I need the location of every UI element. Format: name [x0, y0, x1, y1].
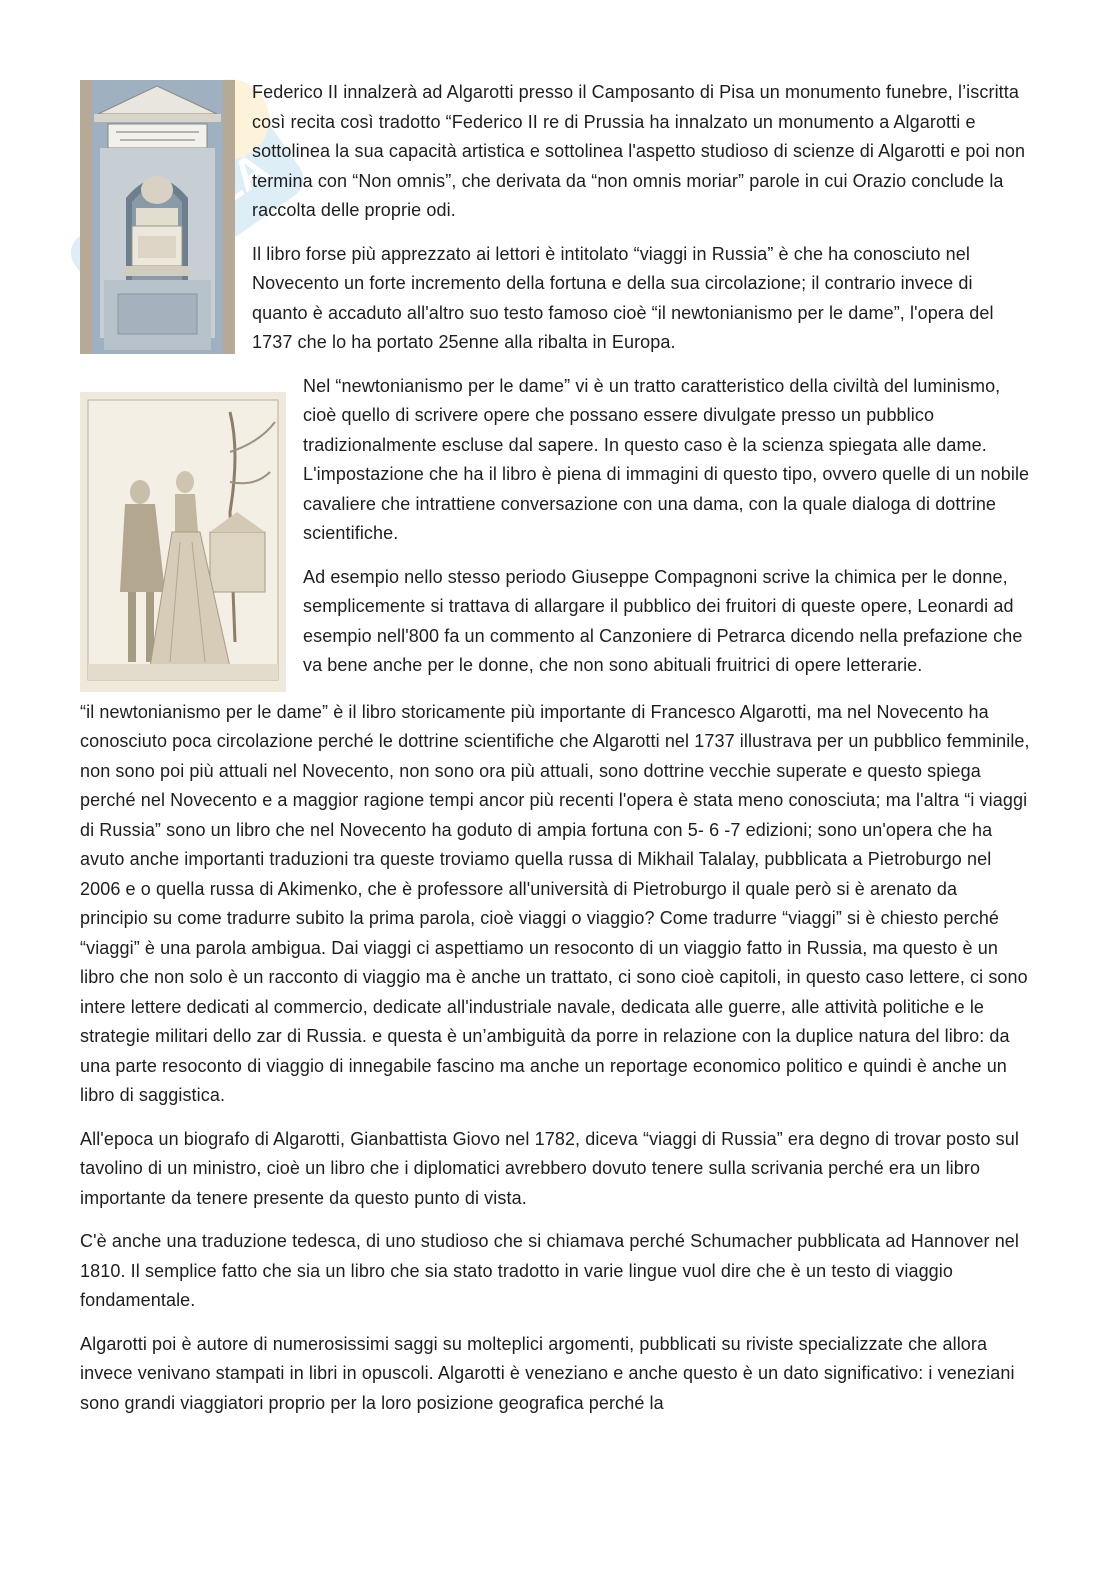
paragraph-6: All'epoca un biografo di Algarotti, Gianbattista Giovo nel 1782, diceva “viaggi di Russia” era degno di trovar posto sul tavolino di un ministro, cioè un libro che i diplomatici avrebbero dovuto tenere sulla scrivania perché era un libro importante da tenere presente da questo punto di vista. [80, 1128, 1019, 1208]
monument-image [80, 80, 235, 354]
paragraph-2: Il libro forse più apprezzato ai lettori è intitolato “viaggi in Russia” è che ha conosciuto nel Novecento un forte incremento della fortuna e della sua circolazione; il contrario invece di quanto è accaduto all'altro suo testo famoso cioè “il newtonianismo per le dame”, l'opera del 1737 che lo ha portato 25enne alla ribalta in Europa. [252, 243, 994, 352]
paragraph-8: Algarotti poi è autore di numerosissimi saggi su molteplici argomenti, pubblicati su riviste specializzate che allora invece venivano stampati in libri in opuscoli. Algarotti è veneziano e anche questo è un dato significativo: i veneziani sono grandi viaggiatori proprio per la loro posizione geografica perché la [80, 1333, 1015, 1413]
paragraph-4: Ad esempio nello stesso periodo Giuseppe Compagnoni scrive la chimica per le donne, semplicemente si trattava di allargare il pubblico dei fruitori di queste opere, Leonardi ad esempio nell'800 fa un commento al Canzoniere di Petrarca dicendo nella prefazione che va bene anche per le donne, che non sono abituali fruitrici di opere letterarie. [303, 566, 1023, 675]
document-page [80, 78, 1030, 1432]
paragraph-1: Federico II innalzerà ad Algarotti presso il Camposanto di Pisa un monumento funebre, l’iscritta così recita così tradotto “Federico II re di Prussia ha innalzato un monumento a Algarotti e sottolinea la sua capacità artistica e sottolinea l'aspetto studioso di scienze di Algarotti e poi non termina con “Non omnis”, che derivata da “non omnis moriar” parole in cui Orazio conclude la raccolta delle proprie odi. [252, 82, 1026, 220]
engraving-image [80, 392, 286, 692]
paragraph-7: C'è anche una traduzione tedesca, di uno studioso che si chiamava perché Schumacher pubblicata ad Hannover nel 1810. Il semplice fatto che sia un libro che sia stato tradotto in varie lingue vuol dire che è un testo di viaggio fondamentale. [80, 1231, 1020, 1310]
paragraph-5: “il newtonianismo per le dame” è il libro storicamente più importante di Francesco Algarotti, ma nel Novecento ha conosciuto poca circolazione perché le dottrine scientifiche che Algarotti nel 1737 illustrava per un pubblico femminile, non sono poi più attuali nel Novecento, non sono ora più attuali, sono dottrine vecchie superate e questo spiega perché nel Novecento e a maggior ragione tempi ancor più recenti l'opera è stata meno conosciuta; ma l'altra “i viaggi di Russia” sono un libro che nel Novecento ha goduto di ampia fortuna con 5- 6 -7 edizioni; sono un'opera che ha avuto anche importanti traduzioni tra queste troviamo quella russa di Mikhail Talalay, pubblicata a Pietroburgo nel 2006 e o quella russa di Akimenko, che è professore all'università di Pietroburgo il quale però si è arenato da principio su come tradurre subito la prima parola, cioè viaggi o viaggio? Come tradurre “viaggi” si è chiesto perché “viaggi” è una parola ambigua. Dai viaggi ci aspettiamo un resoconto di un viaggio fatto in Russia, ma questo è un libro che non solo è un racconto di viaggio ma è anche un trattato, ci sono cioè capitoli, in questo caso lettere, ci sono intere lettere dedicati al commercio, dedicate all'industriale navale, dedicata alle guerre, alle attività politiche e le strategie militari dello zar di Russia. e questa è un’ambiguità da porre in relazione con la duplice natura del libro: da una parte resoconto di viaggio di innegabile fascino ma anche un reportage economico politico e quindi è anche un libro di saggistica. [80, 701, 1030, 1105]
paragraph-3: Nel “newtonianismo per le dame” vi è un tratto caratteristico della civiltà del luminismo, cioè quello di scrivere opere che possano essere divulgate presso un pubblico tradizionalmente escluse dal sapere. In questo caso è la scienza spiegata alle dame. L'impostazione che ha il libro è piena di immagini di questo tipo, ovvero quelle di un nobile cavaliere che intrattiene conversazione con una dama, con la quale dialoga di dottrine scientifiche. [303, 375, 1030, 543]
